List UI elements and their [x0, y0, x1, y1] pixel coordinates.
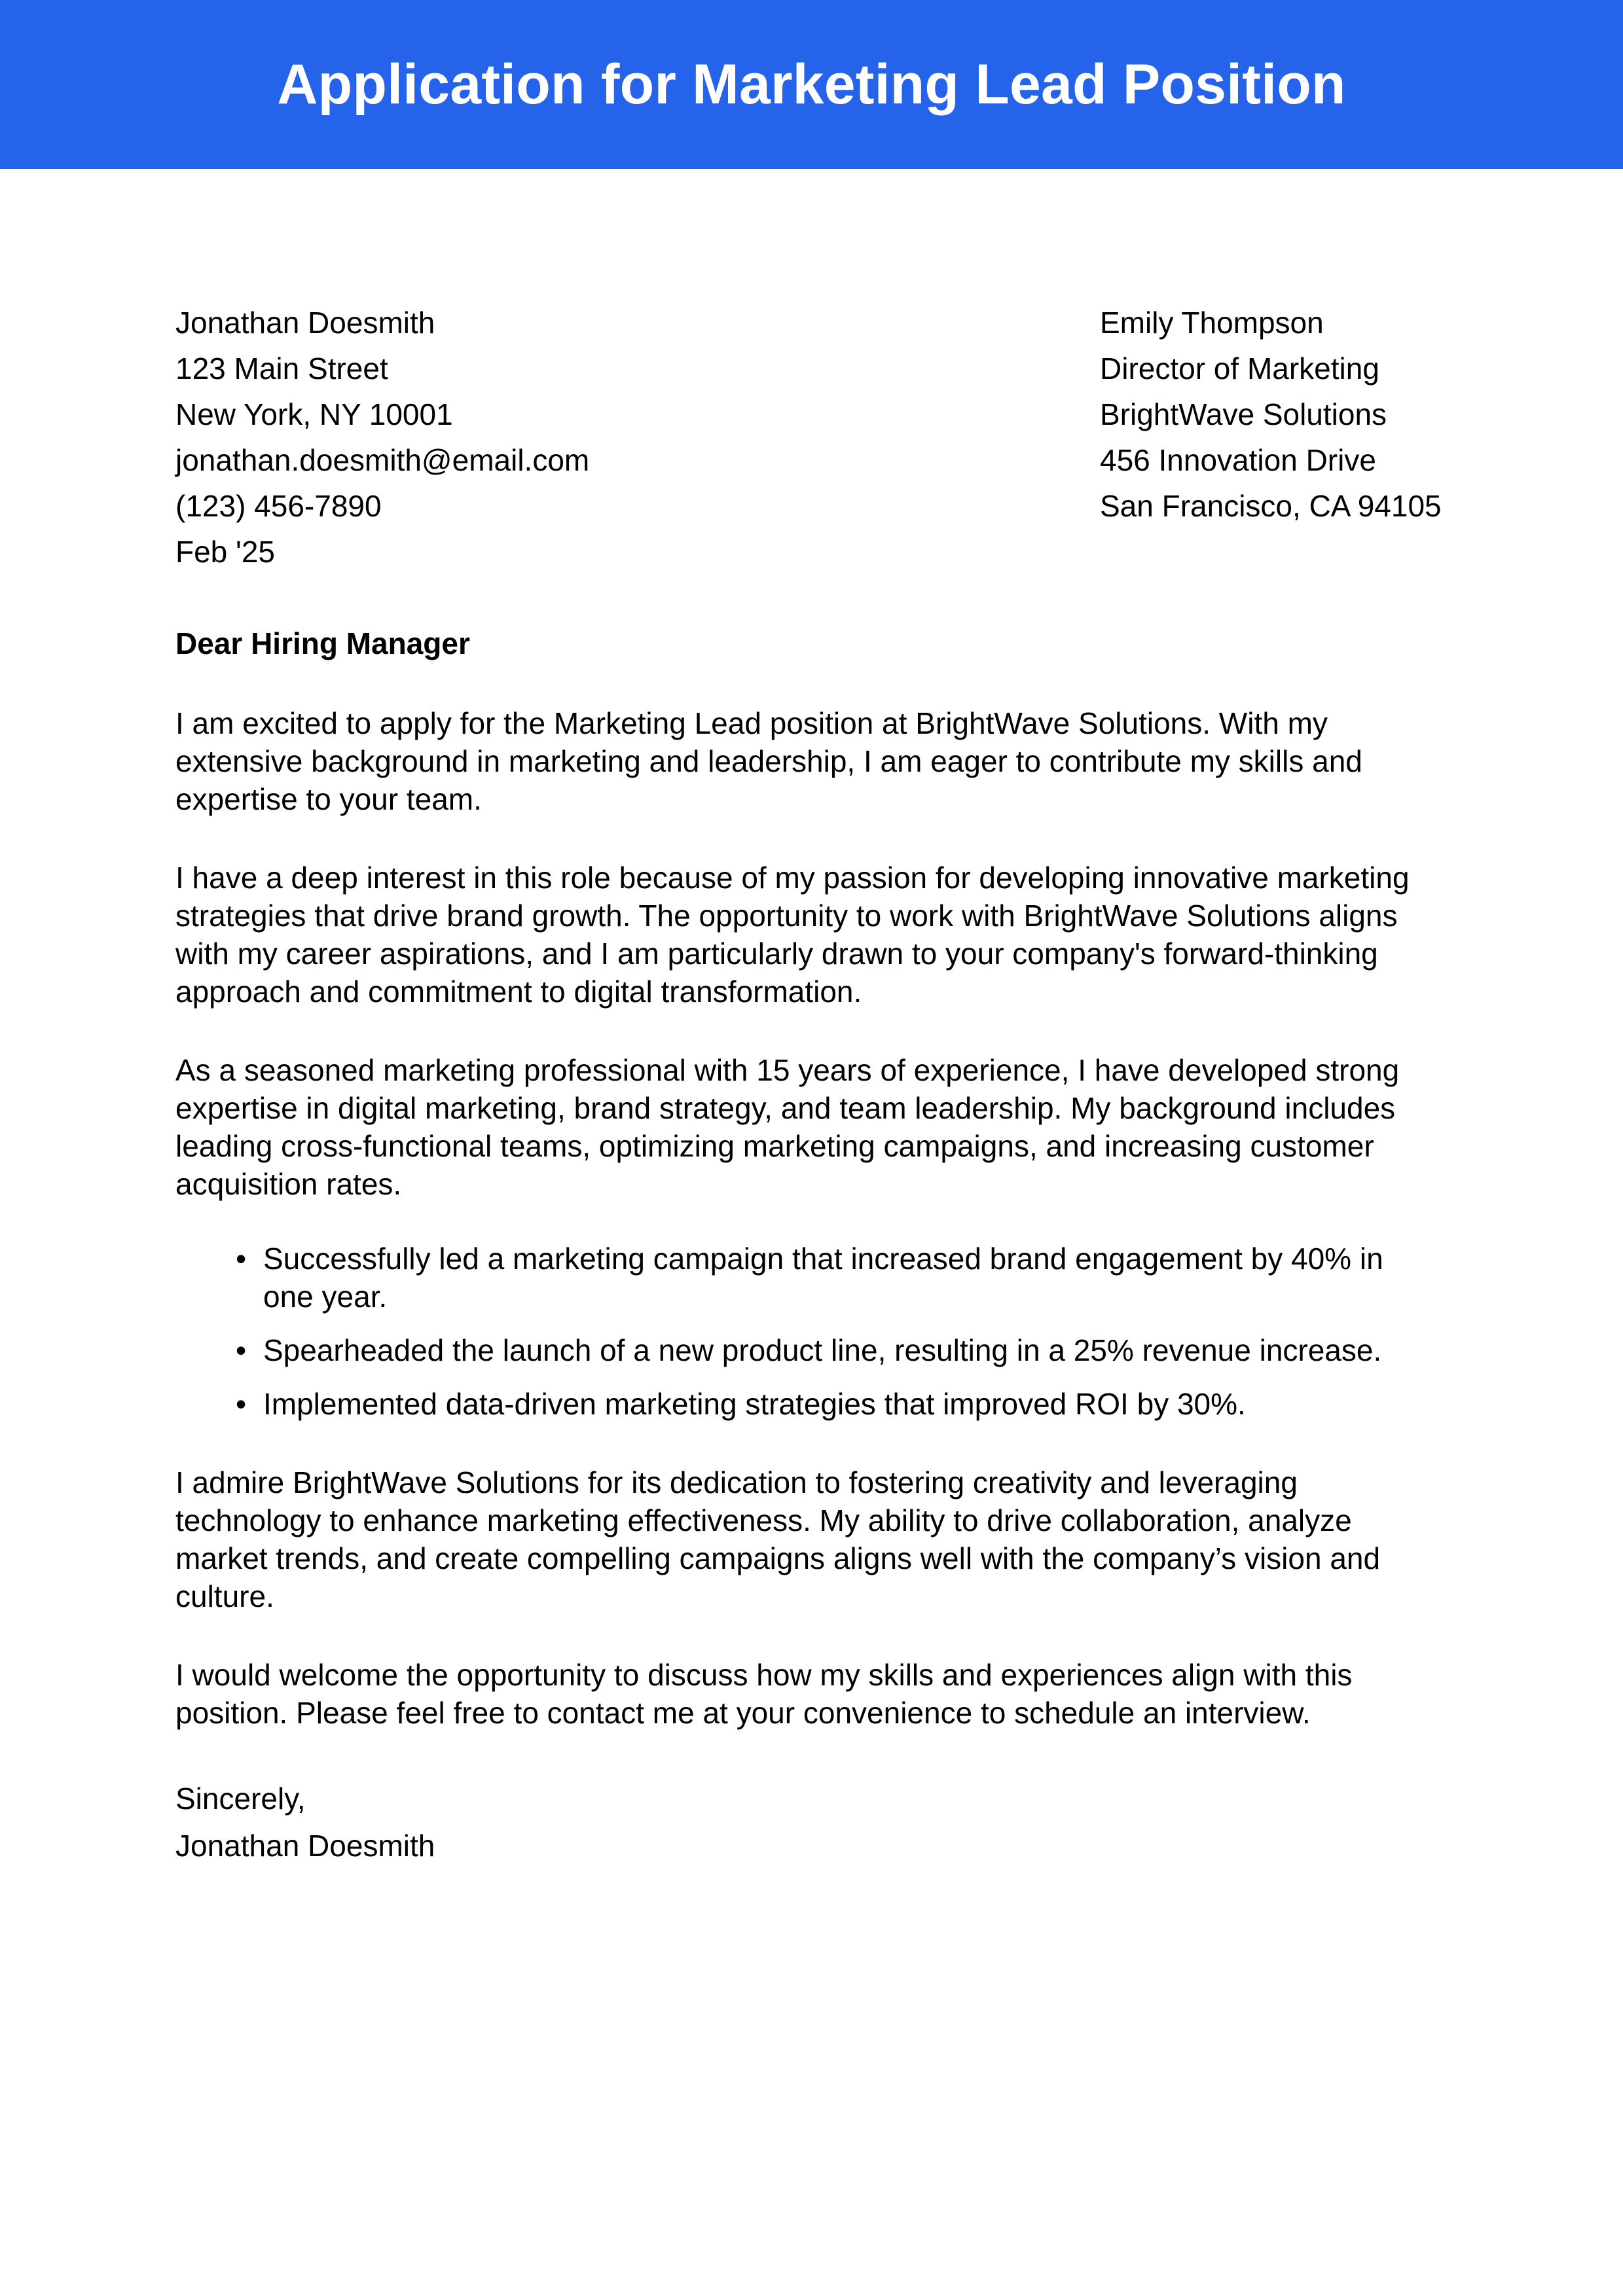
sender-name: Jonathan Doesmith	[175, 306, 435, 340]
letter-paragraph-5: I would welcome the opportunity to discuss how my skills and experiences align with this position. Please feel free to contact me at your convenience to schedule an interview.	[175, 1658, 1353, 1730]
letter-paragraph-3: As a seasoned marketing professional with 15 years of experience, I have developed strong expertise in digital marketing, brand strategy, and team leadership. My background includes leading cross-functional teams, optimizing marketing campaigns, and increasing customer acquisition rates.	[175, 1053, 1400, 1201]
letter-paragraph-1: I am excited to apply for the Marketing Lead position at BrightWave Solutions. With my extensive background in marketing and leadership, I am eager to contribute my skills and expertise to your team.	[175, 706, 1362, 816]
list-item	[236, 1331, 1440, 1369]
address-block	[175, 169, 1440, 575]
recipient-address	[1100, 300, 1442, 575]
letter-date: Feb '25	[175, 535, 275, 569]
bullet-marker-icon: •	[236, 1242, 247, 1276]
list-item-text: Spearheaded the launch of a new product line, resulting in a 25% revenue increase.	[263, 1333, 1382, 1367]
list-item	[236, 1240, 1440, 1316]
achievements-list	[175, 1240, 1440, 1423]
sender-street: 123 Main Street	[175, 351, 388, 386]
sender-city-state-zip: New York, NY 10001	[175, 397, 453, 431]
page-title: Application for Marketing Lead Position	[277, 52, 1346, 116]
bullet-marker-icon: •	[236, 1387, 247, 1421]
letter-paragraph-2: I have a deep interest in this role because of my passion for developing innovative marketing strategies that drive brand growth. The opportunity to work with BrightWave Solutions aligns with my career aspirations, and I am particularly drawn to your company's forward-thinking approach and commitment to digital transformation.	[175, 861, 1410, 1009]
signature-block	[175, 1775, 1440, 1869]
sender-address	[175, 300, 1100, 575]
sender-email: jonathan.doesmith@email.com	[175, 443, 590, 477]
list-item-text: Implemented data-driven marketing strategies that improved ROI by 30%.	[263, 1387, 1246, 1421]
recipient-city-state-zip: San Francisco, CA 94105	[1100, 489, 1442, 523]
salutation: Dear Hiring Manager	[175, 626, 470, 660]
document-header-band	[0, 0, 1623, 169]
recipient-name: Emily Thompson	[1100, 306, 1324, 340]
recipient-title: Director of Marketing	[1100, 351, 1379, 386]
list-item-text: Successfully led a marketing campaign that increased brand engagement by 40% in one year.	[263, 1242, 1383, 1314]
list-item	[236, 1385, 1440, 1423]
letter-paragraph-4: I admire BrightWave Solutions for its dedication to fostering creativity and leveraging technology to enhance marketing effectiveness. My ability to drive collaboration, analyze market trends, and create compelling campaigns aligns well with the company’s vision and culture.	[175, 1465, 1381, 1613]
recipient-street: 456 Innovation Drive	[1100, 443, 1376, 477]
recipient-company: BrightWave Solutions	[1100, 397, 1387, 431]
sender-phone: (123) 456-7890	[175, 489, 382, 523]
signature-name: Jonathan Doesmith	[175, 1829, 435, 1863]
bullet-marker-icon: •	[236, 1333, 247, 1367]
closing-salutation: Sincerely,	[175, 1782, 306, 1816]
letter-body	[0, 169, 1623, 1869]
